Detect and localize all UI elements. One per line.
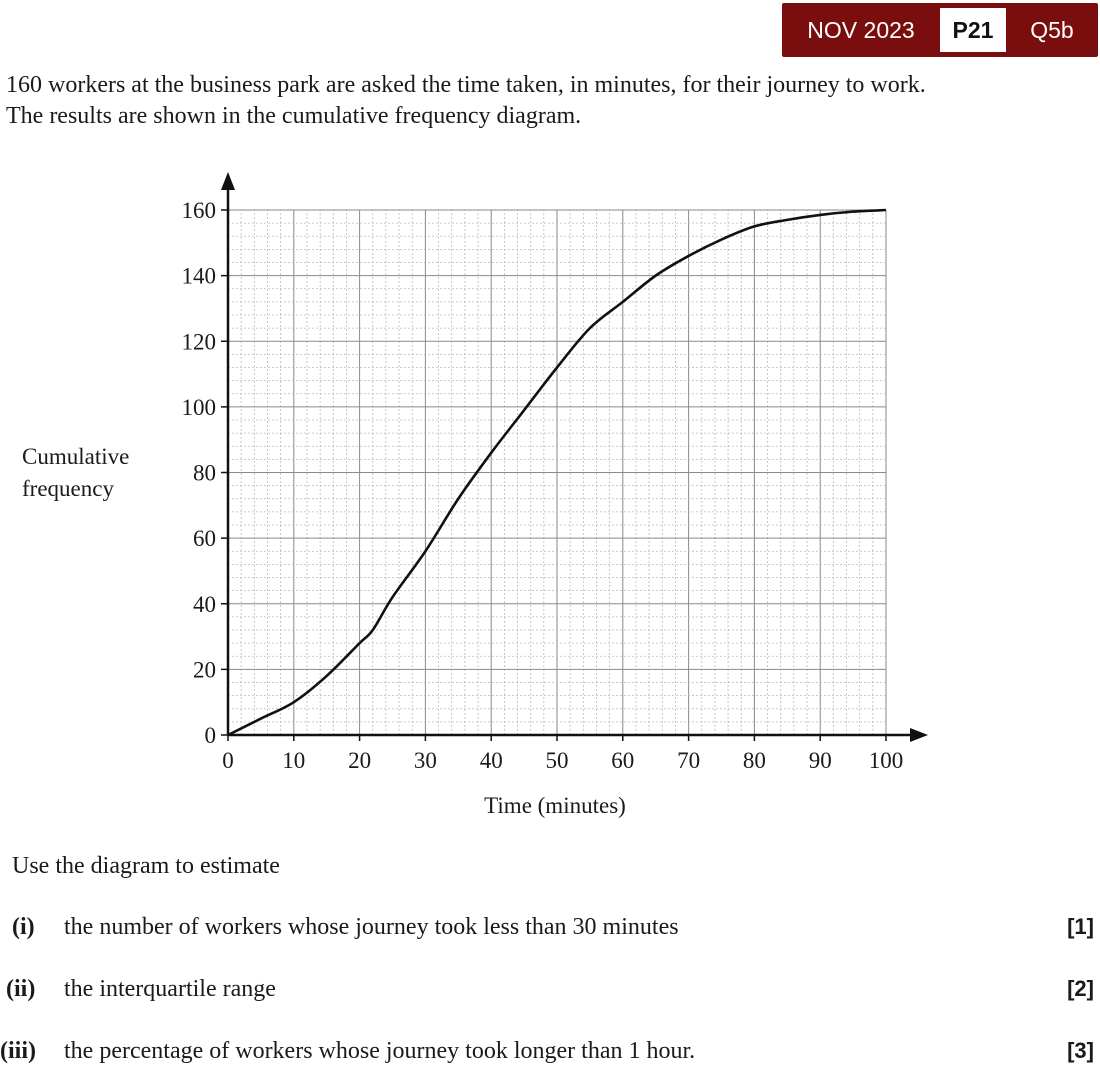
y-axis-arrow [221, 172, 235, 190]
x-tick-label: 70 [677, 748, 701, 773]
x-tick-label: 40 [479, 748, 503, 773]
x-tick-label: 20 [348, 748, 372, 773]
x-tick-label: 0 [222, 748, 234, 773]
intro-line-2: The results are shown in the cumulative frequency diagram. [6, 103, 582, 129]
question-text: the number of workers whose journey took less than 30 minutes [64, 914, 679, 940]
y-tick-label: 60 [193, 526, 216, 552]
x-axis-arrow [910, 728, 928, 742]
question-text: the interquartile range [64, 976, 276, 1002]
x-tick-label: 80 [742, 748, 766, 773]
y-tick-label: 0 [204, 723, 216, 748]
x-tick-label: 50 [545, 748, 569, 773]
x-tick-label: 90 [808, 748, 832, 773]
y-tick-label: 140 [181, 263, 216, 289]
x-tick-label: 60 [611, 748, 635, 773]
y-axis-label-line-2: frequency [22, 476, 114, 501]
chart-grid [228, 210, 886, 735]
question-label: Q5b [1030, 17, 1074, 43]
y-tick-label: 100 [181, 394, 216, 420]
y-tick-label: 40 [193, 591, 216, 617]
question-number: (ii) [6, 976, 36, 1002]
question-intro [6, 70, 926, 132]
question-badge [782, 3, 1098, 57]
question-number: (iii) [0, 1038, 36, 1064]
x-tick-label: 10 [282, 748, 306, 773]
question-marks: [2] [1067, 976, 1094, 1001]
y-tick-label: 160 [181, 198, 216, 223]
y-axis-label-line-1: Cumulative [22, 444, 130, 469]
intro-line-1: 160 workers at the business park are asked the time taken, in minutes, for their journey to work. [6, 72, 926, 98]
question-marks: [3] [1067, 1038, 1094, 1063]
paper-label: P21 [940, 8, 1006, 52]
y-tick-label: 20 [193, 657, 216, 683]
x-axis-label: Time (minutes) [484, 793, 626, 818]
y-tick-label: 80 [193, 460, 216, 486]
questions-intro: Use the diagram to estimate [12, 853, 280, 879]
x-tick-label: 100 [868, 748, 904, 773]
session-label: NOV 2023 [807, 17, 915, 43]
question-marks: [1] [1067, 914, 1094, 939]
y-tick-label: 120 [181, 329, 216, 355]
x-tick-label: 30 [413, 748, 437, 773]
question-number: (i) [12, 914, 35, 940]
question-text: the percentage of workers whose journey took longer than 1 hour. [64, 1038, 696, 1064]
cumulative-frequency-chart [0, 160, 1100, 840]
